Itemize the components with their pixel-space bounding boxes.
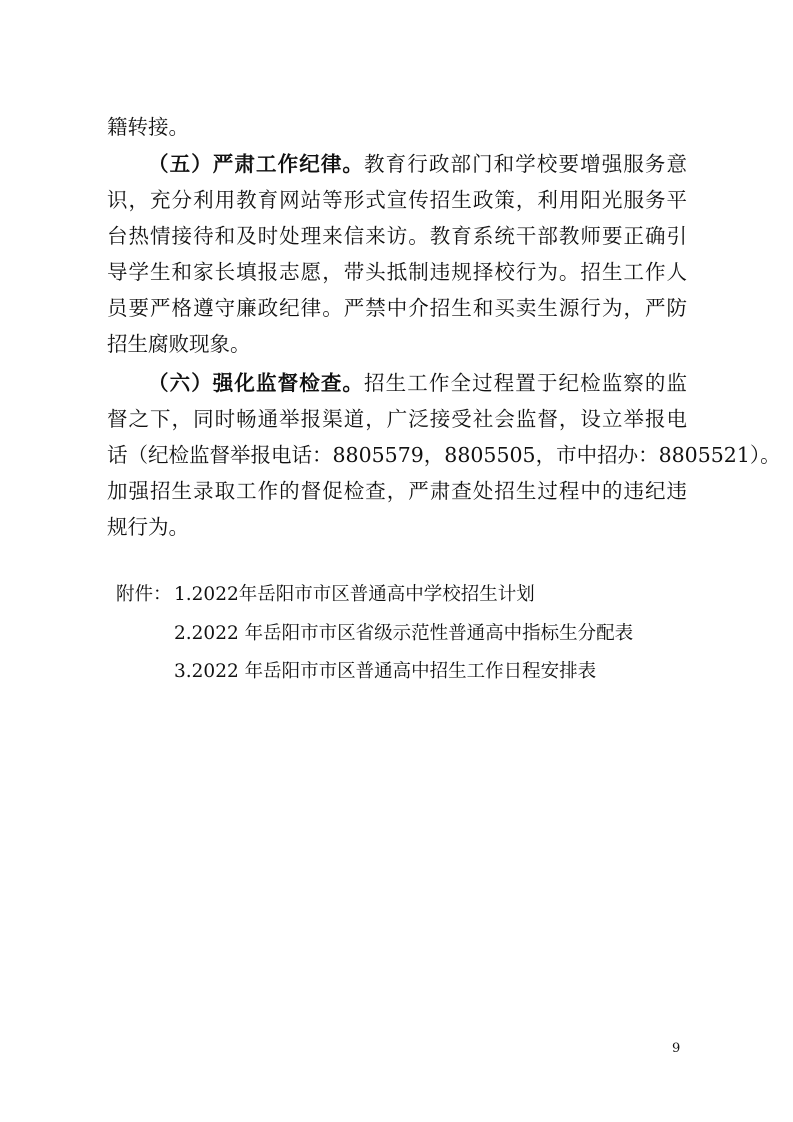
section-five-line: 导学生和家长填报志愿，带头抵制违规择校行为。招生工作人 [107,260,687,284]
section-five-line: 招生腐败现象。 [107,332,251,356]
section-six-line: 督之下，同时畅通举报渠道，广泛接受社会监督，设立举报电 [107,407,687,431]
section-six-text: 招生工作全过程置于纪检监察的监 [364,371,688,395]
attachment-item-2: 2.2022 年岳阳市市区省级示范性普通高中指标生分配表 [174,623,634,644]
section-five-line: 台热情接待和及时处理来信来访。教育系统干部教师要正确引 [107,224,687,248]
section-six-line: 规行为。 [107,515,189,539]
paragraph-continuation: 籍转接。 [107,115,189,139]
section-five-line: 员要严格遵守廉政纪律。严禁中介招生和买卖生源行为，严防 [107,296,687,320]
section-six-line: 话（纪检监督举报电话：8805579，8805505，市中招办：8805521）。 [107,443,781,467]
section-five-heading: （五）严肃工作纪律。 [148,152,365,176]
attachment-item-1: 1.2022年岳阳市市区普通高中学校招生计划 [174,584,535,605]
section-six-line: 加强招生录取工作的督促检查，严肃查处招生过程中的违纪违 [107,479,687,503]
attachment-item-3: 3.2022 年岳阳市市区普通高中招生工作日程安排表 [174,661,597,682]
page-number: 9 [672,1041,681,1056]
section-five-first-line [148,150,687,178]
section-six-heading: （六）强化监督检查。 [148,371,365,395]
attachments-label: 附件： [116,584,172,605]
section-five-line: 识，充分利用教育网站等形式宣传招生政策，利用阳光服务平 [107,188,687,212]
section-six-first-line [148,369,687,397]
section-five-text: 教育行政部门和学校要增强服务意 [364,152,688,176]
